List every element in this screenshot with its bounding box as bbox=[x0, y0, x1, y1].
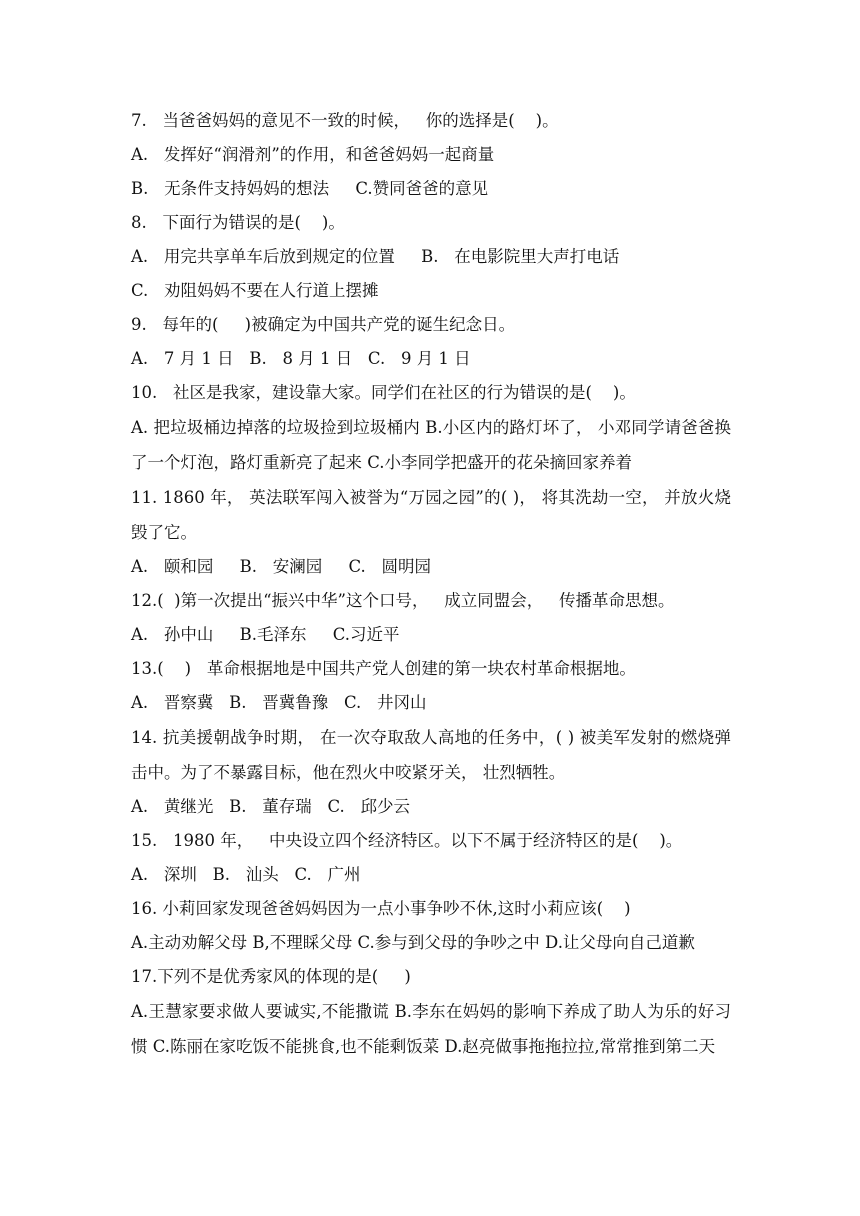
question-8-stem: 8. 下面行为错误的是( )。 bbox=[131, 213, 345, 232]
question-14-options: A. 黄继光 B. 董存瑞 C. 邱少云 bbox=[131, 797, 410, 816]
question-16-options: A.主动劝解父母 B,不理睬父母 C.参与到父母的争吵之中 D.让父母向自己道歉 bbox=[131, 933, 695, 952]
question-14-stem: 14. 抗美援朝战争时期， 在一次夺取敌人高地的任务中，( ) 被美军发射的燃烧弹击中。为了不暴露目标，他在烈火中咬紧牙关， 壮烈牺牲。 bbox=[131, 728, 731, 782]
question-9-options: A. 7 月 1 日 B. 8 月 1 日 C. 9 月 1 日 bbox=[131, 349, 471, 368]
question-10-stem: 10. 社区是我家，建设靠大家。同学们在社区的行为错误的是( )。 bbox=[131, 383, 636, 402]
question-13-stem: 13.( ) 革命根据地是中国共产党人创建的第一块农村革命根据地。 bbox=[131, 659, 636, 678]
question-10-options: A. 把垃圾桶边掉落的垃圾捡到垃圾桶内 B.小区内的路灯坏了， 小邓同学请爸爸换了一个灯泡，路灯重新亮了起来 C.小李同学把盛开的花朵摘回家养着 bbox=[131, 418, 731, 472]
question-list bbox=[131, 104, 731, 1064]
question-8-option-ab: A. 用完共享单车后放到规定的位置 B. 在电影院里大声打电话 bbox=[131, 247, 620, 266]
question-7-stem: 7. 当爸爸妈妈的意见不一致的时候， 你的选择是( )。 bbox=[131, 111, 559, 130]
question-11-options: A. 颐和园 B. 安澜园 C. 圆明园 bbox=[131, 557, 431, 576]
question-12-options: A. 孙中山 B.毛泽东 C.习近平 bbox=[131, 625, 400, 644]
question-12-stem: 12.( )第一次提出“振兴中华”这个口号， 成立同盟会， 传播革命思想。 bbox=[131, 591, 675, 610]
question-9-stem: 9. 每年的( )被确定为中国共产党的诞生纪念日。 bbox=[131, 315, 516, 334]
question-17-stem: 17.下列不是优秀家风的体现的是( ) bbox=[131, 967, 411, 986]
question-11-stem: 11. 1860 年， 英法联军闯入被誉为“万园之园”的( )， 将其洗劫一空， 并放火烧毁了它。 bbox=[131, 488, 731, 542]
question-17-options: A.王慧家要求做人要诚实,不能撒谎 B.李东在妈妈的影响下养成了助人为乐的好习惯 C.陈丽在家吃饭不能挑食,也不能剩饭菜 D.赵亮做事拖拖拉拉,常常推到第二天 bbox=[131, 1002, 731, 1056]
question-8-option-c: C. 劝阻妈妈不要在人行道上摆摊 bbox=[131, 281, 379, 300]
question-7-option-a: A. 发挥好“润滑剂”的作用，和爸爸妈妈一起商量 bbox=[131, 145, 495, 164]
question-7-option-bc: B. 无条件支持妈妈的想法 C.赞同爸爸的意见 bbox=[131, 179, 489, 198]
question-16-stem: 16. 小莉回家发现爸爸妈妈因为一点小事争吵不休,这时小莉应该( ) bbox=[131, 899, 631, 918]
question-13-options: A. 晋察冀 B. 晋冀鲁豫 C. 井冈山 bbox=[131, 693, 427, 712]
question-15-options: A. 深圳 B. 汕头 C. 广州 bbox=[131, 865, 361, 884]
question-15-stem: 15. 1980 年， 中央设立四个经济特区。以下不属于经济特区的是( )。 bbox=[131, 831, 683, 850]
